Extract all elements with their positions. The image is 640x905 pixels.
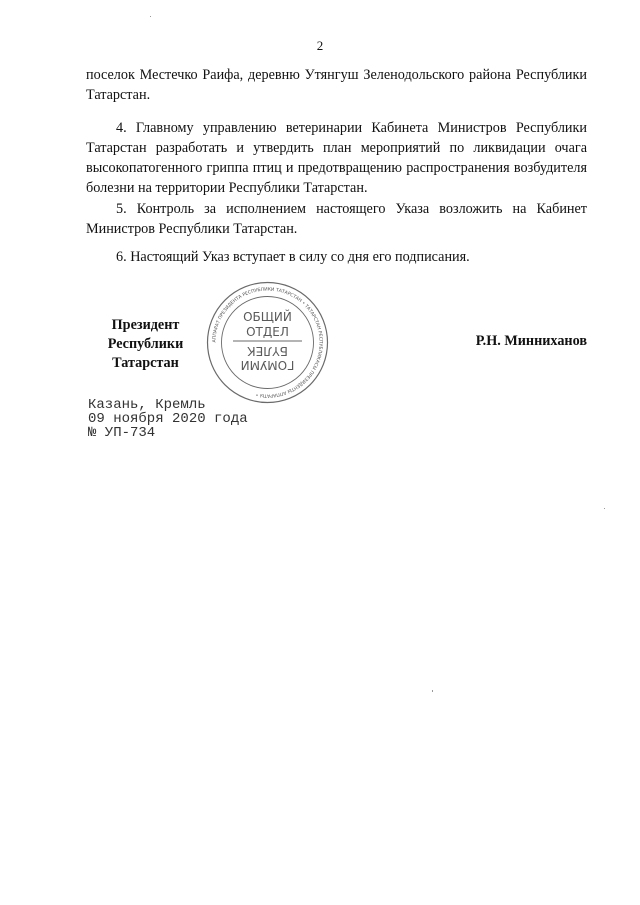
decree-number: № УП-734: [88, 425, 156, 441]
signatory-title-line-1: Президент: [111, 317, 180, 333]
stamp-line-1: ОБЩИЙ: [243, 310, 292, 324]
place-line: Казань, Кремль: [88, 397, 206, 413]
signatory-name: Р.Н. Минниханов: [475, 333, 587, 349]
stamp-ring-text: АППАРАТ ПРЕЗИДЕНТА РЕСПУБЛИКИ ТАТАРСТАН • ТАТАРСТАН РЕСПУБЛИКАСЫ ПРЕЗИДЕНТЫ АППАРАТЫ •: [212, 287, 323, 398]
stamp-line-2: ОТДЕЛ: [246, 325, 289, 339]
stamp-line-4: БҮЛЕК: [247, 344, 288, 358]
signatory-title: [88, 316, 203, 373]
date-line: 09 ноября 2020 года: [88, 411, 248, 427]
stamp-line-3: ГОМУМИ: [240, 358, 295, 372]
paragraph-continuation: поселок Местечко Раифа, деревню Утянгуш Зеленодольского района Республики Татарстан.: [86, 67, 587, 103]
paragraph-4: 4. Главному управлению ветеринарии Кабинета Министров Республики Татарстан разработать и утвердить план мероприятий по ликвидации очага высокопатогенного гриппа птиц и предотвращению распространения возбудителя болезни на территории Республики Татарстан.: [86, 120, 587, 196]
scan-speck: [150, 16, 151, 17]
signatory-title-line-2: Республики Татарстан: [107, 336, 184, 371]
place-date-number: [88, 398, 248, 440]
scan-speck: [604, 508, 605, 509]
official-stamp: [205, 280, 330, 405]
scan-speck: [432, 690, 433, 692]
page-number: 2: [316, 38, 324, 53]
paragraph-6: 6. Настоящий Указ вступает в силу со дня его подписания.: [116, 249, 470, 265]
paragraph-5: 5. Контроль за исполнением настоящего Указа возложить на Кабинет Министров Республики Татарстан.: [86, 201, 587, 237]
